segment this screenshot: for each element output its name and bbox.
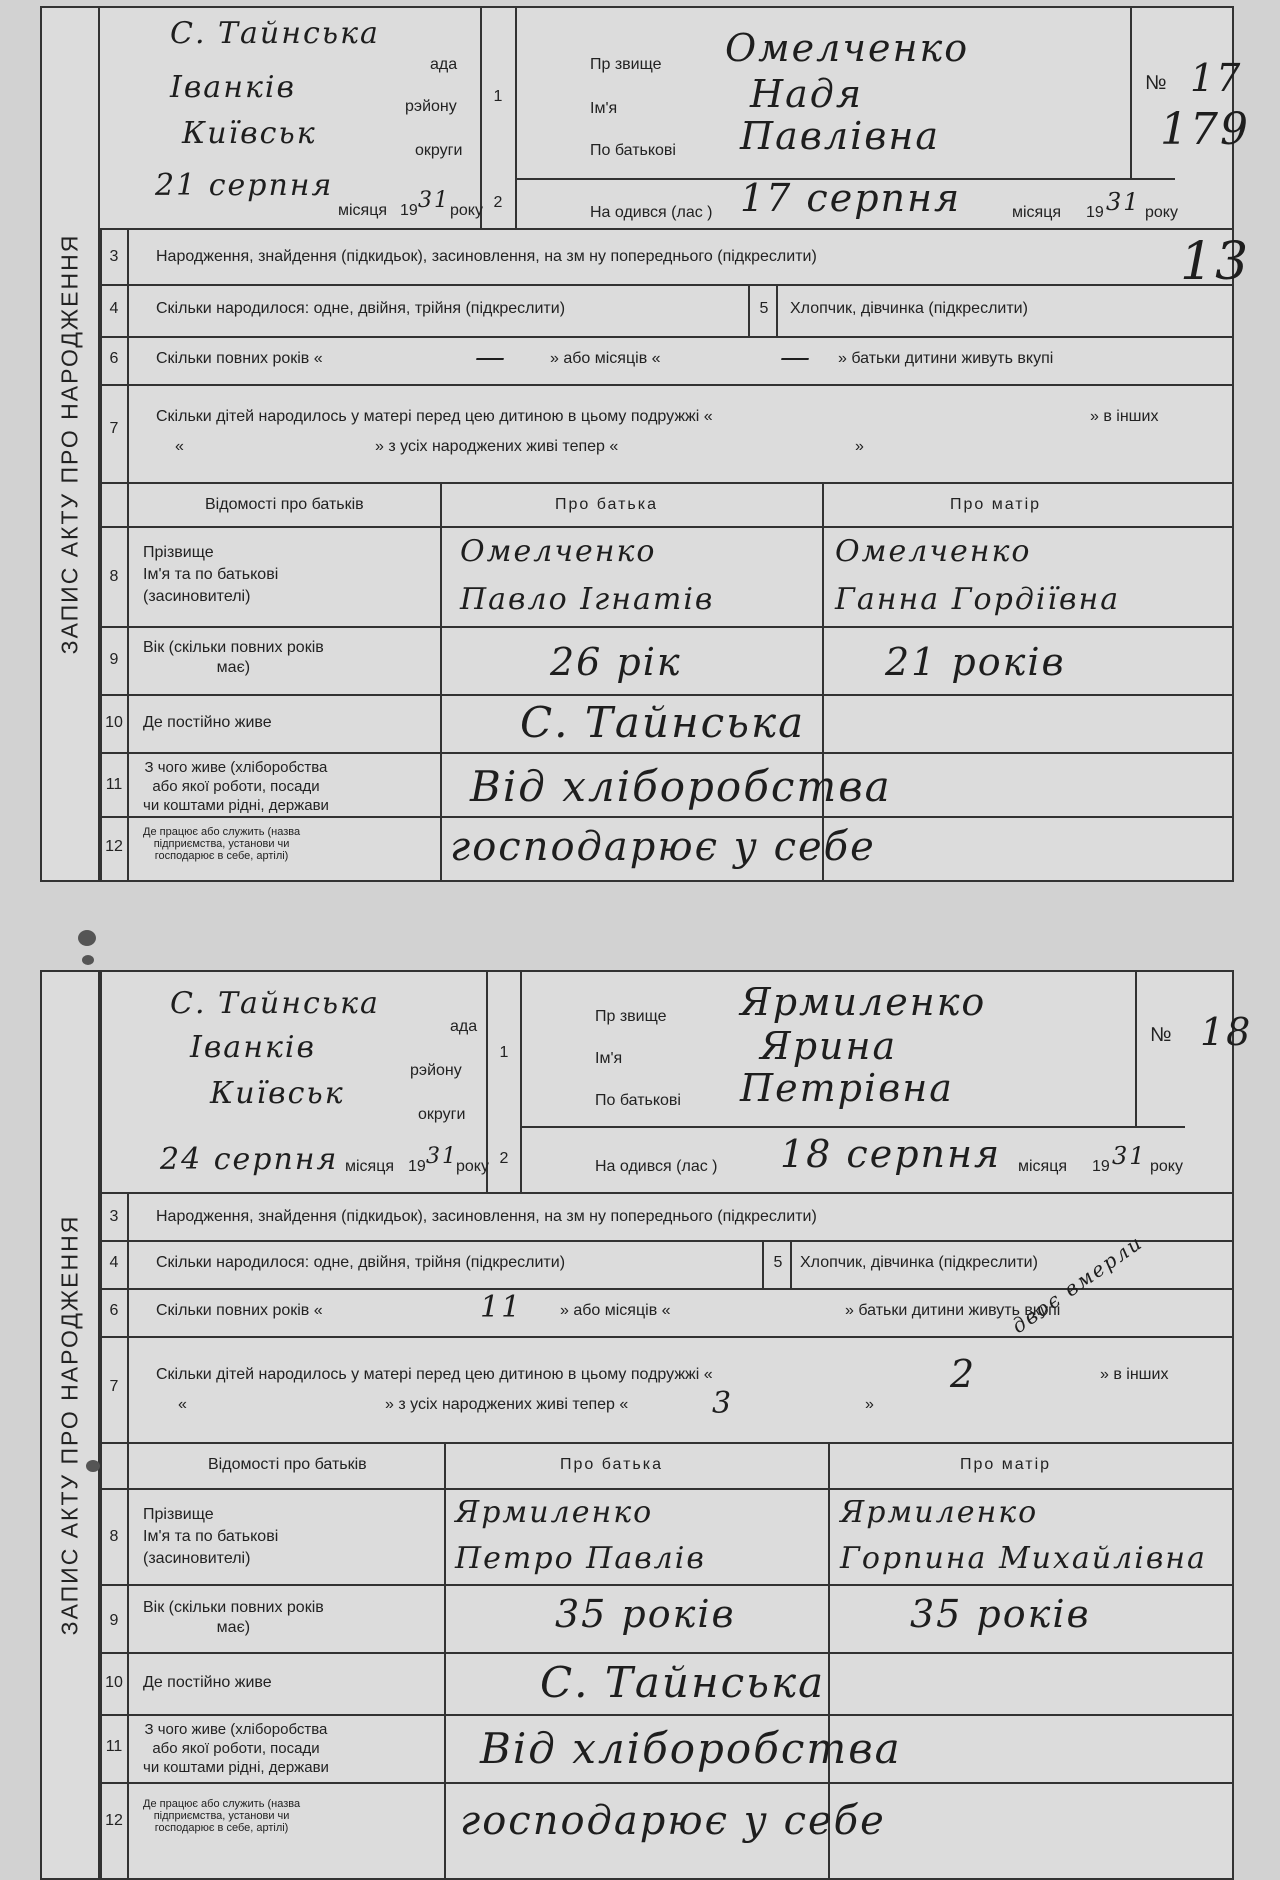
raion-value: Іванків bbox=[190, 1030, 316, 1065]
row-number-10: 10 bbox=[105, 1674, 123, 1691]
born-label: На одився (лас ) bbox=[590, 204, 713, 221]
work: господарює у себе bbox=[460, 1798, 886, 1844]
residence: С. Тайнська bbox=[520, 698, 806, 747]
row7-a: Скільки дітей народилось у матері перед цею дитиною в цьому подружжі « bbox=[156, 1366, 713, 1383]
row-number-9: 9 bbox=[109, 1612, 119, 1629]
year-prefix: 19 bbox=[408, 1158, 426, 1175]
born-day: 18 серпня bbox=[780, 1132, 1002, 1176]
row6-b: » або місяців « bbox=[550, 350, 661, 367]
surname-value: Омелченко bbox=[725, 26, 970, 70]
parents-header: Відомості про батьків bbox=[205, 496, 364, 513]
record-body bbox=[100, 8, 1251, 880]
registration-year: 31 bbox=[418, 188, 450, 213]
row7-d: » з усіх народжених живі тепер « bbox=[375, 438, 619, 455]
record-body bbox=[100, 972, 1253, 1878]
rada-value: С. Тайнська bbox=[170, 16, 380, 51]
mother-header: Про матір bbox=[950, 496, 1042, 513]
r9-label: Вік (скільки повних років має) bbox=[143, 639, 324, 676]
row-number-5: 5 bbox=[759, 300, 769, 317]
r11-label: З чого живе (хліборобства або якої роботи, посади чи коштами рідні, держави bbox=[143, 759, 329, 814]
row-number-11: 11 bbox=[105, 1738, 123, 1755]
surname-label: Пр звище bbox=[595, 1008, 667, 1025]
okruga-value: Київськ bbox=[210, 1076, 345, 1111]
row-number-10: 10 bbox=[105, 714, 123, 731]
livelihood: Від хліборобства bbox=[480, 1724, 902, 1773]
father-name: Омелченко Павло Ігнатів bbox=[460, 534, 715, 617]
months-together: — bbox=[780, 340, 812, 375]
father-age: 26 рік bbox=[550, 640, 682, 684]
registration-year: 31 bbox=[426, 1144, 458, 1169]
mother-age: 35 років bbox=[910, 1592, 1091, 1636]
r11-label: З чого живе (хліборобства або якої роботи, посади чи коштами рідні, держави bbox=[143, 1721, 329, 1776]
row3-text: Народження, знайдення (підкидьок), засиновлення, на зм ну попереднього (підкреслити) bbox=[156, 248, 817, 265]
r10-label: Де постійно живе bbox=[143, 1674, 272, 1691]
years-together: — bbox=[475, 340, 507, 375]
row7-b: » в інших bbox=[1100, 1366, 1169, 1383]
born-year-prefix: 19 bbox=[1092, 1158, 1110, 1175]
row6-a: Скільки повних років « bbox=[156, 1302, 323, 1319]
row7-c: « bbox=[175, 438, 184, 455]
row5-text: Хлопчик, дівчинка (підкреслити) bbox=[790, 300, 1028, 317]
row-number-5: 5 bbox=[773, 1254, 783, 1271]
row6-a: Скільки повних років « bbox=[156, 350, 323, 367]
row-number-3: 3 bbox=[109, 248, 119, 265]
row-number-7: 7 bbox=[109, 420, 119, 437]
work: господарює у себе bbox=[450, 824, 876, 870]
row4-text: Скільки народилося: одне, двійня, трійня (підкреслити) bbox=[156, 300, 566, 317]
side-title-strip bbox=[42, 972, 100, 1878]
record-number: 18 bbox=[1200, 1010, 1253, 1054]
row-number-2: 2 bbox=[493, 194, 503, 211]
row-number-6: 6 bbox=[109, 350, 119, 367]
row-number-2: 2 bbox=[499, 1150, 509, 1167]
row6-c: » батьки дитини живуть вкупі bbox=[838, 350, 1054, 367]
rada-label: ада bbox=[450, 1018, 478, 1035]
row7-e: » bbox=[855, 438, 864, 455]
parents-header: Відомості про батьків bbox=[208, 1456, 367, 1473]
ink-stain bbox=[86, 1460, 100, 1472]
row-number-6: 6 bbox=[109, 1302, 119, 1319]
row4-text: Скільки народилося: одне, двійня, трійня (підкреслити) bbox=[156, 1254, 566, 1271]
patronymic-value: Павлівна bbox=[740, 114, 941, 158]
father-age: 35 років bbox=[555, 1592, 736, 1636]
row7-d: » з усіх народжених живі тепер « bbox=[385, 1396, 629, 1413]
patronymic-label: По батькові bbox=[590, 142, 676, 159]
r8-label: Прізвище Ім'я та по батькові (засиновителі) bbox=[143, 1506, 279, 1567]
children-before: 2 bbox=[950, 1352, 977, 1396]
side-title: ЗАПИС АКТУ ПРО НАРОДЖЕННЯ bbox=[56, 233, 83, 655]
okruga-value: Київськ bbox=[182, 116, 317, 151]
raion-value: Іванків bbox=[170, 70, 296, 105]
row6-c: » батьки дитини живуть вкупі bbox=[845, 1302, 1061, 1319]
birth-record-1 bbox=[40, 6, 1251, 882]
mother-name: Омелченко Ганна Гордіївна bbox=[835, 534, 1121, 617]
row-number-1: 1 bbox=[499, 1044, 509, 1061]
raion-label: рэйону bbox=[405, 98, 457, 115]
r12-label: Де працює або служить (назва підприємства, установи чи господарює в себе, артілі) bbox=[143, 826, 301, 862]
mother-age: 21 років bbox=[885, 640, 1066, 684]
registration-day: 24 серпня bbox=[160, 1142, 339, 1177]
month-label: місяця bbox=[345, 1158, 395, 1175]
margin-note: 179 bbox=[1160, 104, 1250, 155]
name-label: Ім'я bbox=[590, 100, 618, 117]
patronymic-value: Петрівна bbox=[740, 1066, 954, 1110]
name-value: Надя bbox=[750, 72, 864, 116]
mother-header: Про матір bbox=[960, 1456, 1052, 1473]
name-label: Ім'я bbox=[595, 1050, 623, 1067]
registration-day: 21 серпня bbox=[155, 168, 334, 203]
row6-b: » або місяців « bbox=[560, 1302, 671, 1319]
r12-label: Де працює або служить (назва підприємства, установи чи господарює в себе, артілі) bbox=[143, 1798, 301, 1834]
record-number-label: № bbox=[1150, 1024, 1172, 1046]
born-month-label: місяця bbox=[1012, 204, 1062, 221]
row-number-7: 7 bbox=[109, 1378, 119, 1395]
ink-stain bbox=[78, 930, 96, 946]
name-value: Ярина bbox=[760, 1024, 898, 1068]
row-number-4: 4 bbox=[109, 300, 119, 317]
birth-record-2 bbox=[40, 970, 1253, 1880]
born-day: 17 серпня bbox=[740, 176, 962, 220]
born-year: 31 bbox=[1112, 1142, 1147, 1170]
born-year-label: року bbox=[1145, 204, 1178, 221]
father-header: Про батька bbox=[555, 496, 658, 513]
year-label: року bbox=[456, 1158, 489, 1175]
row-number-11: 11 bbox=[105, 776, 123, 793]
okruga-label: округи bbox=[418, 1106, 466, 1123]
born-year: 31 bbox=[1106, 188, 1141, 216]
ink-stain bbox=[82, 955, 94, 965]
rada-label: ада bbox=[430, 56, 458, 73]
born-year-label: року bbox=[1150, 1158, 1183, 1175]
born-year-prefix: 19 bbox=[1086, 204, 1104, 221]
years-together: 11 bbox=[480, 1290, 523, 1325]
born-month-label: місяця bbox=[1018, 1158, 1068, 1175]
record-number: 17 bbox=[1190, 56, 1243, 100]
row-number-9: 9 bbox=[109, 651, 119, 668]
row-number-3: 3 bbox=[109, 1208, 119, 1225]
surname-label: Пр звище bbox=[590, 56, 662, 73]
row-number-4: 4 bbox=[109, 1254, 119, 1271]
margin-note: двоє вмерли bbox=[1007, 1229, 1148, 1339]
row5-text: Хлопчик, дівчинка (підкреслити) bbox=[800, 1254, 1038, 1271]
record-number-label: № bbox=[1145, 72, 1167, 94]
r8-label: Прізвище Ім'я та по батькові (засиновителі) bbox=[143, 544, 279, 605]
row7-b: » в інших bbox=[1090, 408, 1159, 425]
month-label: місяця bbox=[338, 202, 388, 219]
father-header: Про батька bbox=[560, 1456, 663, 1473]
residence: С. Тайнська bbox=[540, 1658, 826, 1707]
born-label: На одився (лас ) bbox=[595, 1158, 718, 1175]
r10-label: Де постійно живе bbox=[143, 714, 272, 731]
year-label: року bbox=[450, 202, 483, 219]
children-alive: 3 bbox=[712, 1386, 734, 1421]
livelihood: Від хліборобства bbox=[470, 762, 892, 811]
row7-a: Скільки дітей народилось у матері перед цею дитиною в цьому подружжі « bbox=[156, 408, 713, 425]
okruga-label: округи bbox=[415, 142, 463, 159]
father-name: Ярмиленко Петро Павлів bbox=[455, 1495, 706, 1576]
side-title-strip bbox=[42, 8, 100, 880]
mother-name: Ярмиленко Горпина Михайлівна bbox=[840, 1495, 1207, 1576]
patronymic-label: По батькові bbox=[595, 1092, 681, 1109]
row-number-12: 12 bbox=[105, 1812, 123, 1829]
row3-text: Народження, знайдення (підкидьок), засиновлення, на зм ну попереднього (підкреслити) bbox=[156, 1208, 817, 1225]
row7-e: » bbox=[865, 1396, 874, 1413]
row-number-12: 12 bbox=[105, 838, 123, 855]
surname-value: Ярмиленко bbox=[740, 980, 987, 1024]
r9-label: Вік (скільки повних років має) bbox=[143, 1599, 324, 1636]
rada-value: С. Тайнська bbox=[170, 986, 380, 1021]
year-prefix: 19 bbox=[400, 202, 418, 219]
row7-c: « bbox=[178, 1396, 187, 1413]
row3-mark: 13 bbox=[1180, 232, 1251, 292]
row-number-8: 8 bbox=[109, 568, 119, 585]
row-number-8: 8 bbox=[109, 1528, 119, 1545]
raion-label: рэйону bbox=[410, 1062, 462, 1079]
row-number-1: 1 bbox=[493, 88, 503, 105]
side-title: ЗАПИС АКТУ ПРО НАРОДЖЕННЯ bbox=[56, 1214, 83, 1636]
